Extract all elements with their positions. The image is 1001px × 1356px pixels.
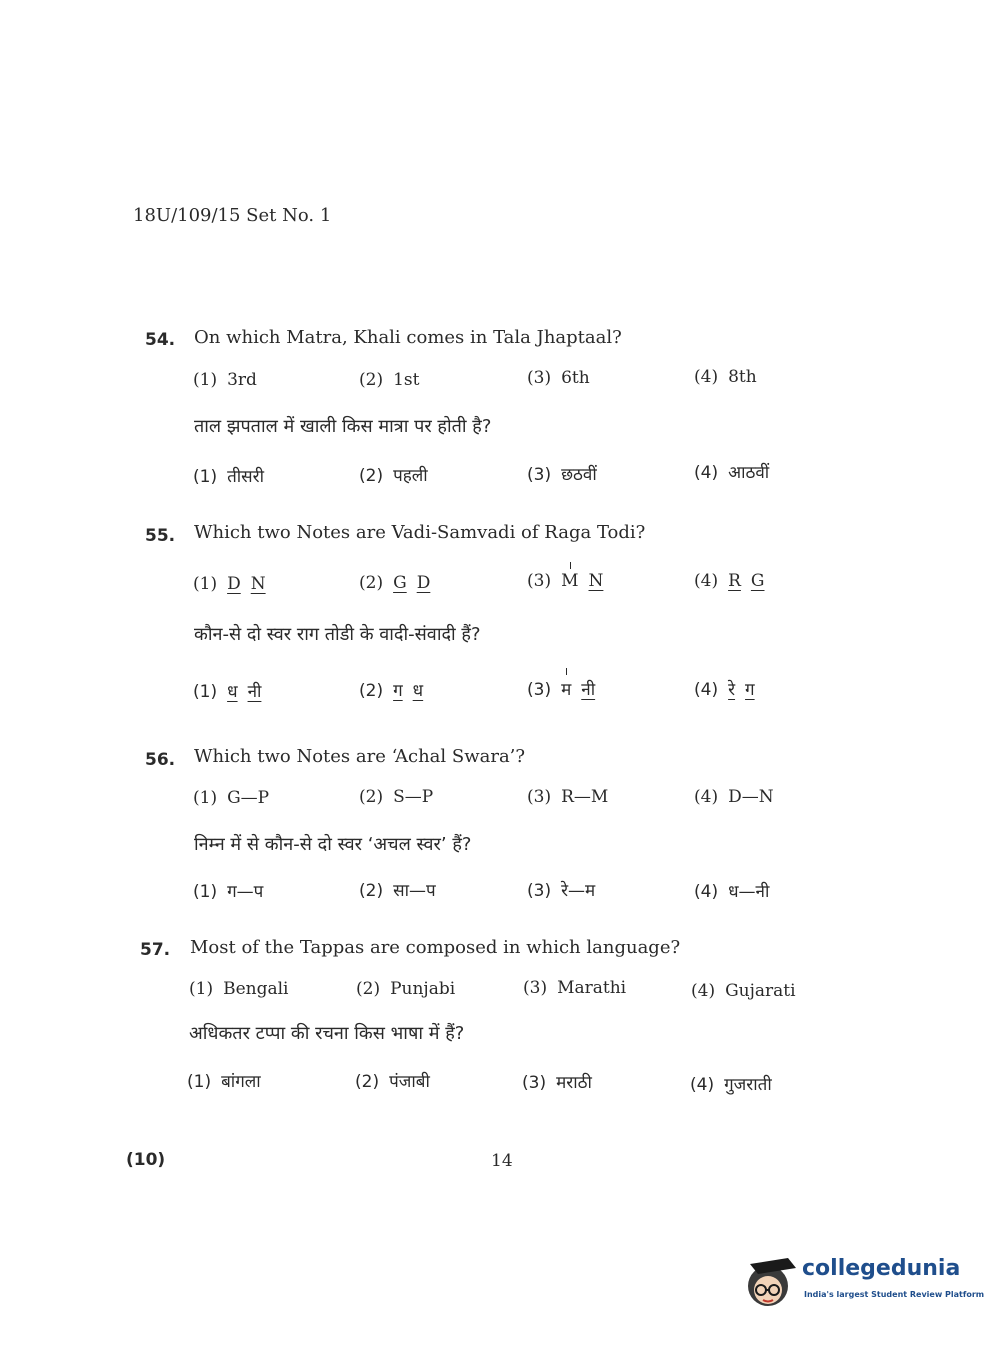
logo-name: collegedunia <box>802 1256 961 1281</box>
paper-code: 18U/109/15 Set No. 1 <box>133 205 332 226</box>
option-1: (1) G—P <box>193 788 270 808</box>
option-hi-3: (3) मराठी <box>522 1073 592 1093</box>
question-text-hi: ताल झपताल में खाली किस मात्रा पर होती है? <box>194 416 492 437</box>
option-hi-2: (2) पंजाबी <box>355 1072 430 1092</box>
question-number: 55. <box>145 526 176 546</box>
option-hi-3: (3) छठवीं <box>527 465 597 485</box>
question-text-hi: अधिकतर टप्पा की रचना किस भाषा में हैं? <box>189 1023 465 1044</box>
option-hi-1: (1) तीसरी <box>193 467 265 487</box>
question-text-en: On which Matra, Khali comes in Tala Jhaptaal? <box>194 327 622 348</box>
option-4: (4) D—N <box>694 787 774 807</box>
logo-tagline: India's largest Student Review Platform <box>804 1290 985 1299</box>
option-hi-2: (2) सा—प <box>359 881 436 901</box>
option-hi-4: (4) रे ग <box>694 680 755 700</box>
option-3: (3) Marathi <box>523 978 627 998</box>
mascot-icon <box>740 1250 800 1310</box>
question-number: 56. <box>145 750 176 770</box>
option-4: (4) Gujarati <box>691 981 796 1001</box>
option-1: (1) D N <box>193 574 266 594</box>
question-number: 57. <box>140 940 171 960</box>
question-number: 54. <box>145 330 176 350</box>
collegedunia-logo <box>740 1248 985 1318</box>
option-2: (2) 1st <box>359 370 420 390</box>
question-text-en: Which two Notes are Vadi-Samvadi of Raga Todi? <box>194 522 646 543</box>
option-hi-1: (1) ग—प <box>193 882 264 902</box>
option-1: (1) Bengali <box>189 979 289 999</box>
option-hi-2: (2) पहली <box>359 466 428 486</box>
option-2: (2) Punjabi <box>356 979 456 999</box>
option-4: (4) R G <box>694 571 765 591</box>
footer-code: (10) <box>126 1150 166 1170</box>
option-1: (1) 3rd <box>193 370 257 390</box>
option-hi-2: (2) ग ध <box>359 681 424 701</box>
option-hi-4: (4) ध—नी <box>694 882 770 902</box>
option-hi-1: (1) बांगला <box>187 1072 261 1092</box>
question-text-en: Most of the Tappas are composed in which language? <box>190 937 681 958</box>
option-hi-3: (3) म नी <box>527 677 595 700</box>
option-3: (3) 6th <box>527 368 590 388</box>
option-3: (3) M N <box>527 571 604 591</box>
option-hi-4: (4) गुजराती <box>690 1075 772 1095</box>
option-2: (2) S—P <box>359 787 434 807</box>
option-hi-4: (4) आठवीं <box>694 463 770 483</box>
option-2: (2) G D <box>359 573 431 593</box>
option-4: (4) 8th <box>694 367 757 387</box>
question-text-en: Which two Notes are ‘Achal Swara’? <box>194 746 526 767</box>
option-hi-3: (3) रे—म <box>527 881 596 901</box>
question-text-hi: निम्न में से कौन-से दो स्वर ‘अचल स्वर’ हैं? <box>194 834 472 855</box>
page-number: 14 <box>491 1151 513 1171</box>
question-text-hi: कौन-से दो स्वर राग तोडी के वादी-संवादी हैं? <box>194 624 481 645</box>
option-3: (3) R—M <box>527 787 609 807</box>
option-hi-1: (1) ध नी <box>193 682 262 702</box>
